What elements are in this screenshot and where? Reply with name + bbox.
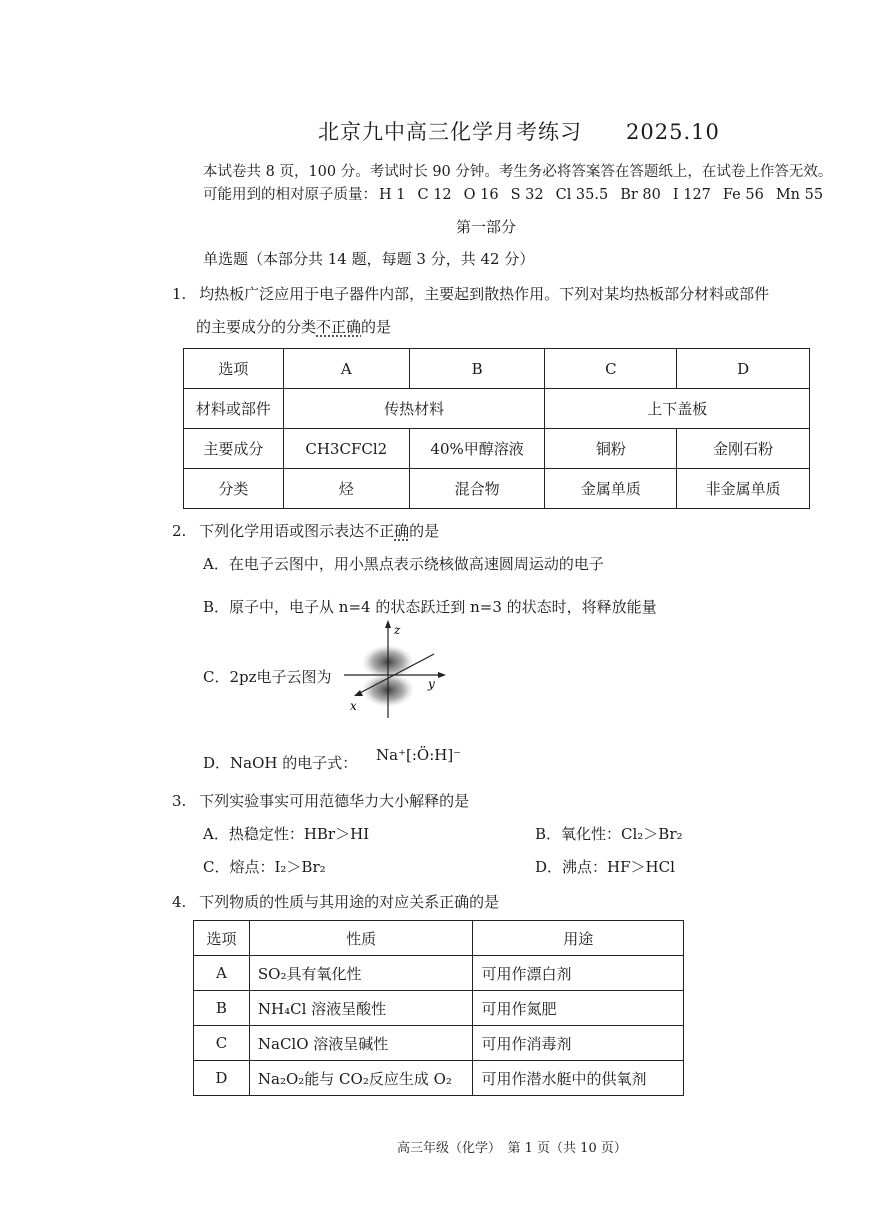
table-row <box>194 991 684 1026</box>
mass-item: Mn 55 <box>775 187 824 203</box>
table-cell: 铜粉 <box>545 429 677 469</box>
table-cell: 传热材料 <box>283 389 545 429</box>
question-number: 2. <box>172 522 187 540</box>
question-text: 均热板广泛应用于电子器件内部，主要起到散热作用。下列对某均热板部分材料或部件 <box>199 285 770 303</box>
question-1-table <box>183 348 810 509</box>
table-cell: NH₄Cl 溶液呈酸性 <box>249 991 473 1026</box>
table-cell: Na₂O₂能与 CO₂反应生成 O₂ <box>249 1061 473 1096</box>
question-text: 下列实验事实可用范德华力大小解释的是 <box>199 792 470 810</box>
table-cell: 非金属单质 <box>677 469 810 509</box>
table-cell: 主要成分 <box>184 429 284 469</box>
question-text: 的主要成分的分类 <box>196 318 317 336</box>
table-cell: NaClO 溶液呈碱性 <box>249 1026 473 1061</box>
table-cell: 金刚石粉 <box>677 429 810 469</box>
option-b: B．原子中，电子从 n=4 的状态跃迁到 n=3 的状态时，将释放能量 <box>203 598 657 616</box>
table-cell: SO₂具有氧化性 <box>249 956 473 991</box>
electron-cloud-figure <box>342 620 452 720</box>
option-a: A．热稳定性：HBr＞HI <box>203 825 370 843</box>
table-cell: 烃 <box>283 469 409 509</box>
mass-item: Cl 35.5 <box>555 187 609 203</box>
table-cell: A <box>194 956 250 991</box>
electron-formula: Na⁺[:Ö:H]⁻ <box>376 746 462 764</box>
table-row <box>194 956 684 991</box>
table-row <box>184 389 810 429</box>
table-row <box>194 1026 684 1061</box>
question-number: 1. <box>172 285 187 303</box>
question-1-stem <box>172 283 769 304</box>
table-cell: CH3CFCl2 <box>283 429 409 469</box>
table-cell: 可用作漂白剂 <box>473 956 684 991</box>
table-cell: 选项 <box>194 921 250 956</box>
mass-item: S 32 <box>510 187 544 203</box>
table-cell: B <box>409 349 545 389</box>
x-arrow <box>354 690 363 696</box>
part-heading: 第一部分 <box>456 218 517 236</box>
table-cell: 材料或部件 <box>184 389 284 429</box>
question-2-stem <box>172 520 439 541</box>
y-arrow <box>438 672 446 678</box>
option-a: A．在电子云图中，用小黑点表示绕核做高速圆周运动的电子 <box>203 555 604 573</box>
question-text: 下列化学用语或图示表达不正 <box>199 522 395 540</box>
title-text: 北京九中高三化学月考练习 <box>318 120 582 144</box>
table-cell: A <box>283 349 409 389</box>
table-cell: D <box>677 349 810 389</box>
emphasis-text: 确 <box>394 522 410 540</box>
question-number: 3. <box>172 792 187 810</box>
table-cell: 分类 <box>184 469 284 509</box>
x-label: x <box>350 699 357 713</box>
table-cell: 选项 <box>184 349 284 389</box>
table-cell: 用途 <box>473 921 684 956</box>
table-row <box>184 429 810 469</box>
table-cell: 可用作潜水艇中的供氧剂 <box>473 1061 684 1096</box>
table-cell: C <box>194 1026 250 1061</box>
table-cell: B <box>194 991 250 1026</box>
page-title <box>318 116 720 146</box>
question-4-stem <box>172 891 499 912</box>
mass-item: O 16 <box>463 187 499 203</box>
mass-item: I 127 <box>672 187 711 203</box>
exam-date: 2025.10 <box>626 120 720 144</box>
table-row <box>184 469 810 509</box>
table-cell: 可用作消毒剂 <box>473 1026 684 1061</box>
atomic-masses <box>203 183 835 204</box>
page-footer: 高三年级（化学） 第 1 页（共 10 页） <box>397 1141 627 1156</box>
question-3-stem <box>172 790 469 811</box>
table-cell: 可用作氮肥 <box>473 991 684 1026</box>
z-arrow <box>385 620 391 628</box>
table-cell: 上下盖板 <box>545 389 810 429</box>
option-c: C．2pz电子云图为 <box>203 668 332 686</box>
section-heading: 单选题（本部分共 14 题，每题 3 分，共 42 分） <box>203 250 535 268</box>
table-cell: D <box>194 1061 250 1096</box>
table-cell: 性质 <box>249 921 473 956</box>
option-d: D．NaOH 的电子式： <box>203 754 358 772</box>
table-row <box>194 1061 684 1096</box>
table-header-row <box>194 921 684 956</box>
table-cell: 混合物 <box>409 469 545 509</box>
z-label: z <box>394 623 401 637</box>
table-header-row <box>184 349 810 389</box>
question-text: 的是 <box>409 522 440 540</box>
mass-item: Br 80 <box>620 187 661 203</box>
y-label: y <box>428 677 435 691</box>
mass-item: H 1 <box>379 187 406 203</box>
exam-info: 本试卷共 8 页，100 分。考试时长 90 分钟。考生务必将答案答在答题纸上，在试卷上作答无效。 <box>203 164 833 180</box>
mass-item: C 12 <box>417 187 452 203</box>
question-text: 的是 <box>361 318 392 336</box>
mass-item: Fe 56 <box>722 187 764 203</box>
option-b: B．氧化性：Cl₂＞Br₂ <box>535 825 683 843</box>
table-cell: C <box>545 349 677 389</box>
question-1-stem-2 <box>196 316 391 337</box>
table-cell: 金属单质 <box>545 469 677 509</box>
question-number: 4. <box>172 893 187 911</box>
option-c: C．熔点：I₂＞Br₂ <box>203 858 326 876</box>
question-text: 下列物质的性质与其用途的对应关系正确的是 <box>199 893 500 911</box>
option-d: D．沸点：HF＞HCl <box>535 858 675 876</box>
emphasis-text: 不正确 <box>316 318 362 336</box>
masses-label: 可能用到的相对原子质量： <box>203 187 377 203</box>
question-4-table <box>193 920 684 1096</box>
table-cell: 40%甲醇溶液 <box>409 429 545 469</box>
